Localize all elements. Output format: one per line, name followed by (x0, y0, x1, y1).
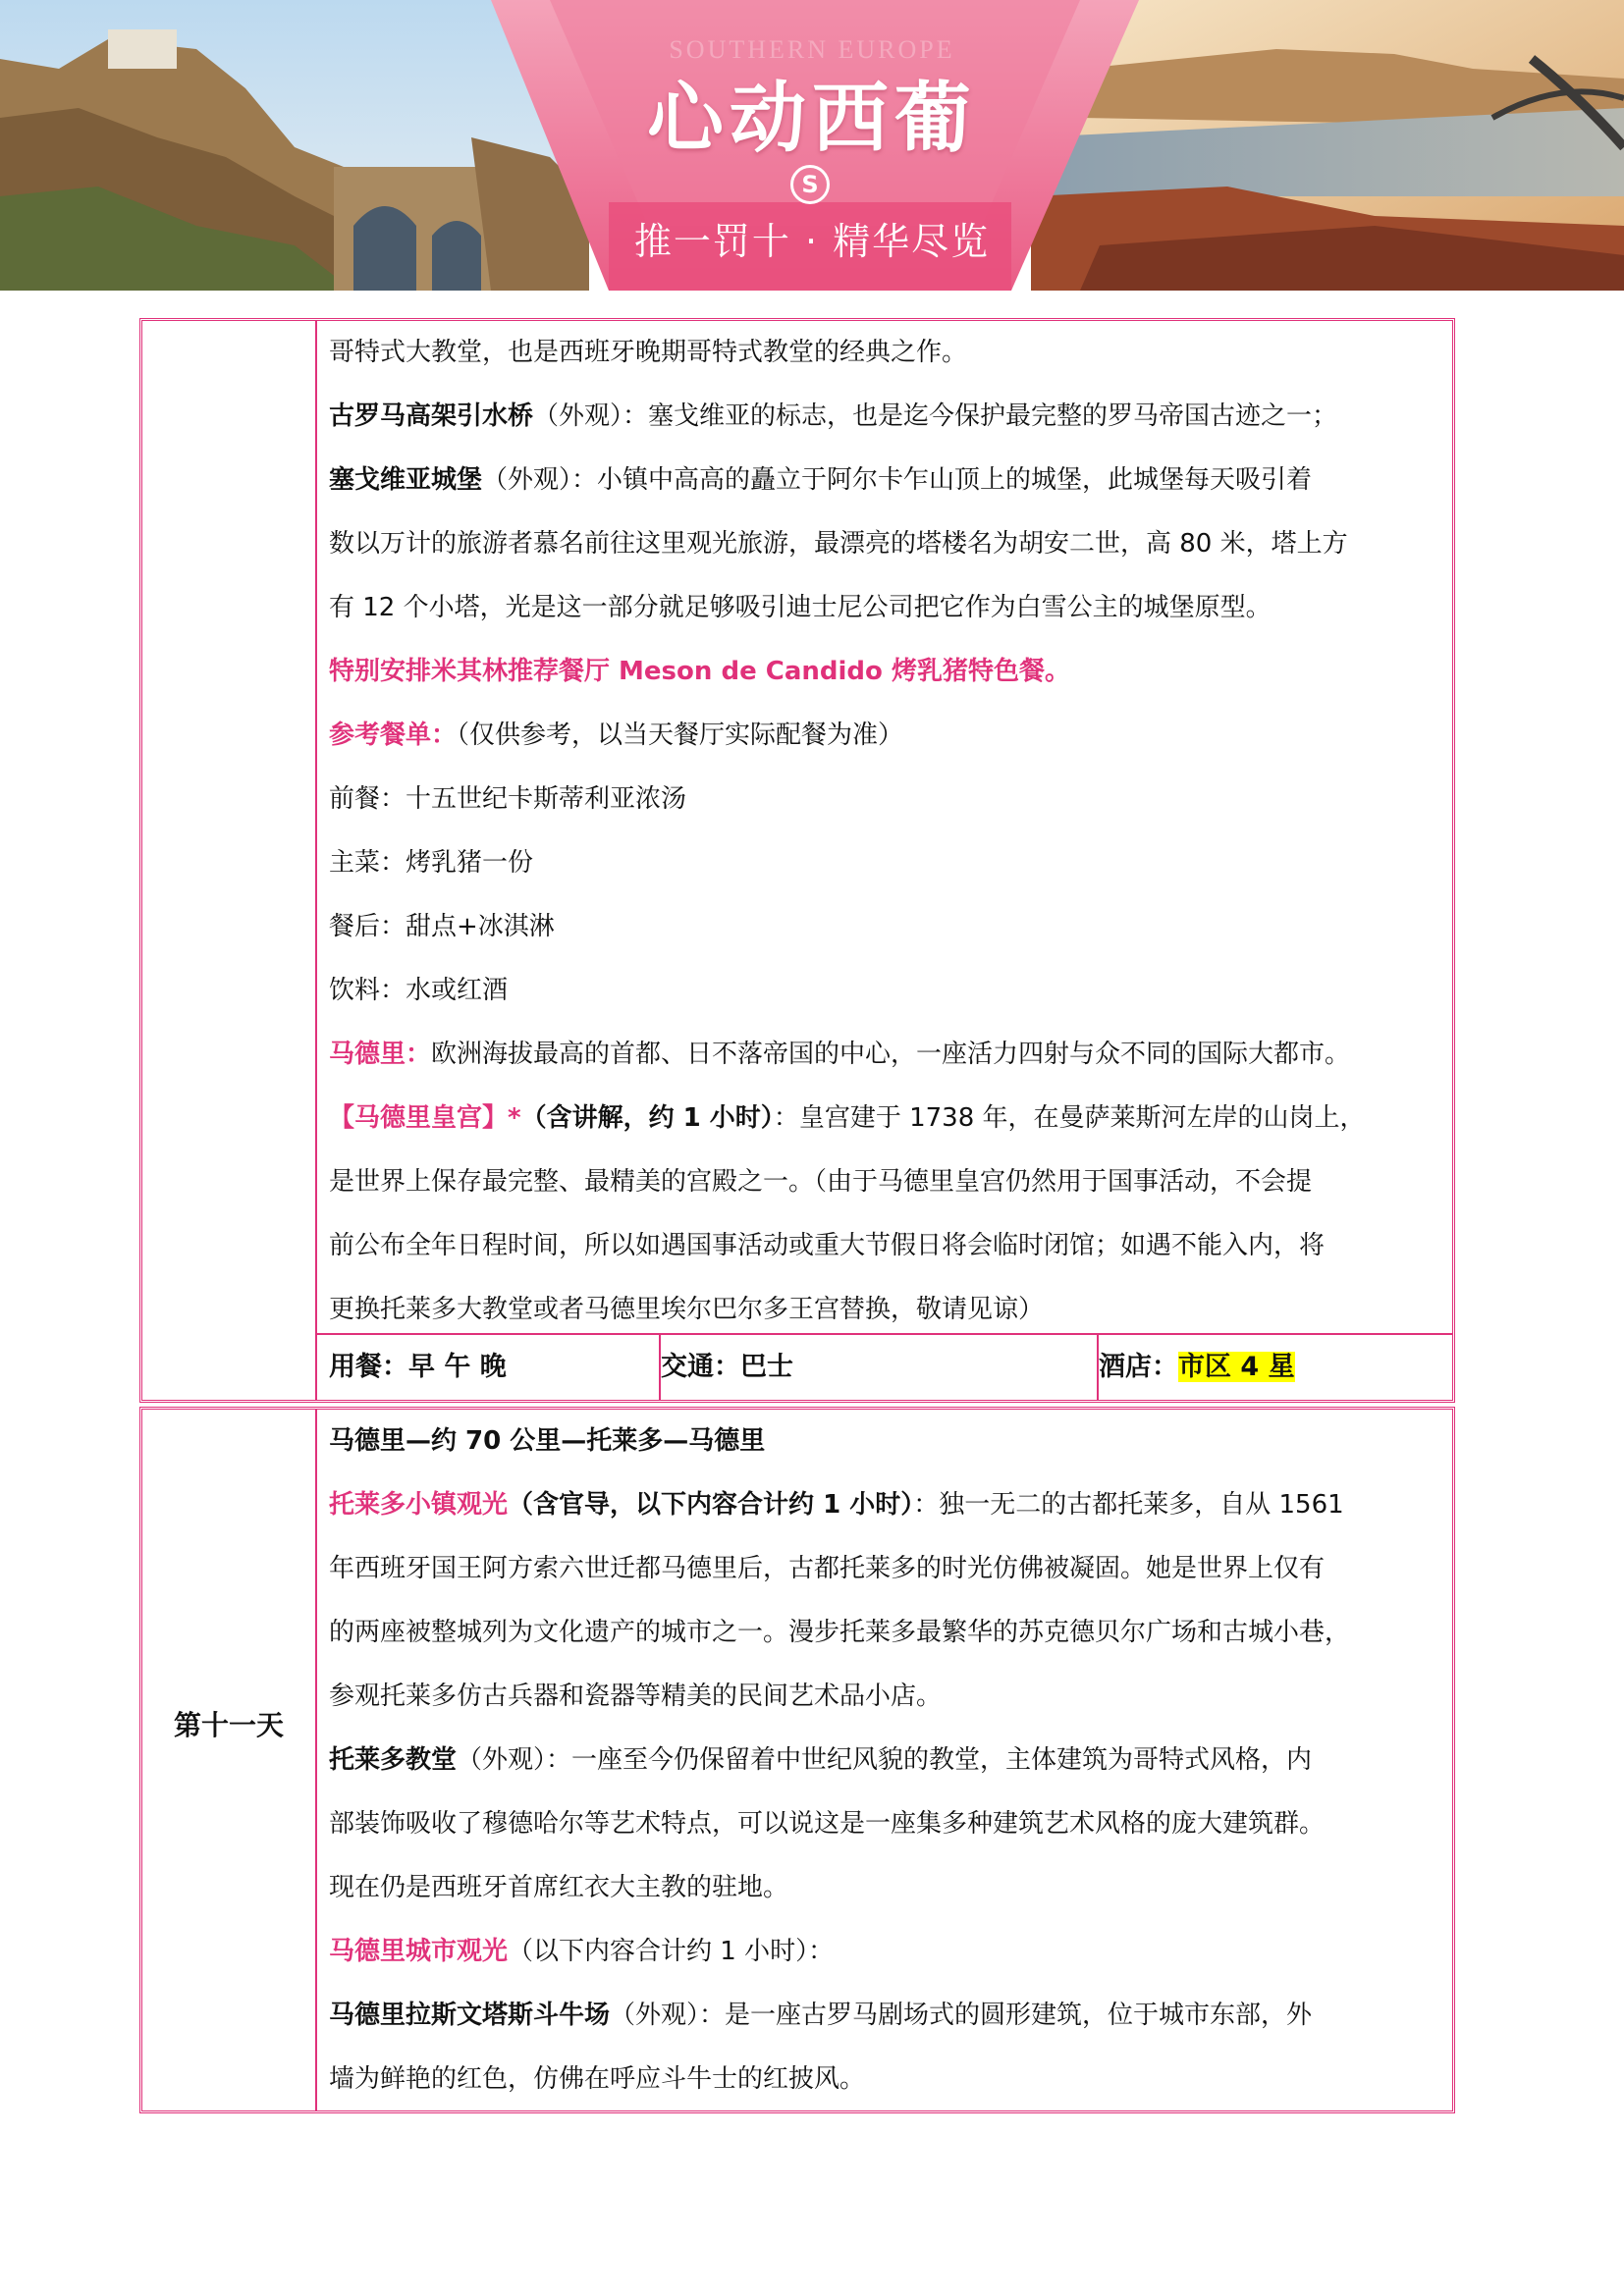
text-line: 的两座被整城列为文化遗产的城市之一。漫步托莱多最繁华的苏克德贝尔广场和古城小巷， (329, 1618, 1351, 1647)
menu-item: 前餐：十五世纪卡斯蒂利亚浓汤 (329, 784, 687, 814)
menu-heading: 参考餐单：（仅供参考，以当天餐厅实际配餐为准） (329, 721, 904, 750)
text-line: 部装饰吸收了穆德哈尔等艺术特点，可以说这是一座集多种建筑艺术风格的庞大建筑群。 (329, 1809, 1326, 1839)
text-line: 托莱多小镇观光（含官导，以下内容合计约 1 小时）：独一无二的古都托莱多，自从 1561 (329, 1490, 1344, 1520)
meals-cell: 用餐：早 午 晚 (315, 1335, 661, 1400)
text-line: 墙为鲜艳的红色，仿佛在呼应斗牛士的红披风。 (329, 2064, 866, 2094)
text-line: 有 12 个小塔，光是这一部分就足够吸引迪士尼公司把它作为白雪公主的城堡原型。 (329, 593, 1272, 622)
text-line: 是世界上保存最完整、最精美的宫殿之一。（由于马德里皇宫仍然用于国事活动，不会提 (329, 1167, 1313, 1197)
menu-item: 餐后：甜点+冰淇淋 (329, 912, 555, 941)
banner-logo-icon: S (790, 165, 830, 204)
day-column (142, 1410, 317, 2110)
text-line: 年西班牙国王阿方索六世迁都马德里后，古都托莱多的时光仿佛被凝固。她是世界上仅有 (329, 1554, 1326, 1583)
itinerary-block-day-11 (139, 1407, 1455, 2113)
text-line: 哥特式大教堂，也是西班牙晚期哥特式教堂的经典之作。 (329, 338, 968, 367)
text-line: 前公布全年日程时间，所以如遇国事活动或重大节假日将会临时闭馆；如遇不能入内，将 (329, 1231, 1326, 1260)
meal-info-row (315, 1333, 1452, 1400)
route-line: 马德里—约 70 公里—托莱多—马德里 (329, 1426, 766, 1456)
restaurant-highlight: 特别安排米其林推荐餐厅 Meson de Candido 烤乳猪特色餐。 (329, 657, 1070, 686)
menu-item: 饮料：水或红酒 (329, 976, 509, 1005)
text-line: 参观托莱多仿古兵器和瓷器等精美的民间艺术品小店。 (329, 1682, 943, 1711)
header-banner (0, 0, 1624, 291)
text-line: 马德里拉斯文塔斯斗牛场（外观）：是一座古罗马剧场式的圆形建筑，位于城市东部，外 (329, 2001, 1313, 2030)
menu-item: 主菜：烤乳猪一份 (329, 848, 534, 878)
banner-subtitle: 推一罚十 · 精华尽览 (633, 220, 991, 263)
text-line: 现在仍是西班牙首席红衣大主教的驻地。 (329, 1873, 789, 1902)
text-line: 托莱多教堂（外观）：一座至今仍保留着中世纪风貌的教堂，主体建筑为哥特式风格，内 (329, 1745, 1313, 1775)
text-line: 更换托莱多大教堂或者马德里埃尔巴尔多王宫替换，敬请见谅） (329, 1295, 1045, 1324)
transport-cell: 交通：巴士 (647, 1335, 1099, 1400)
itinerary-block-previous-day (139, 318, 1455, 1403)
banner-english-text: SOUTHERN EUROPE (669, 35, 955, 64)
day-content (329, 321, 1442, 1342)
day-column (142, 321, 317, 1400)
text-line: 马德里：欧洲海拔最高的首都、日不落帝国的中心，一座活力四射与众不同的国际大都市。 (329, 1040, 1351, 1069)
text-line: 数以万计的旅游者慕名前往这里观光旅游，最漂亮的塔楼名为胡安二世，高 80 米，塔上方 (329, 529, 1348, 559)
hotel-label: 酒店： (1099, 1352, 1178, 1382)
day-label: 第十一天 (173, 1709, 284, 1741)
text-line: 马德里城市观光（以下内容合计约 1 小时）： (329, 1937, 835, 1966)
text-line: 古罗马高架引水桥（外观）：塞戈维亚的标志，也是迄今保护最完整的罗马帝国古迹之一； (329, 401, 1338, 431)
text-line: 【马德里皇宫】*（含讲解，约 1 小时）：皇宫建于 1738 年，在曼萨莱斯河左岸的山岗上， (329, 1103, 1366, 1133)
text-line: 塞戈维亚城堡（外观）：小镇中高高的矗立于阿尔卡乍山顶上的城堡，此城堡每天吸引着 (329, 465, 1313, 495)
hotel-value: 市区 4 星 (1178, 1352, 1295, 1382)
hotel-cell (1085, 1335, 1452, 1400)
banner-title: 心动西葡 (646, 74, 977, 163)
day-content (329, 1410, 1442, 2111)
